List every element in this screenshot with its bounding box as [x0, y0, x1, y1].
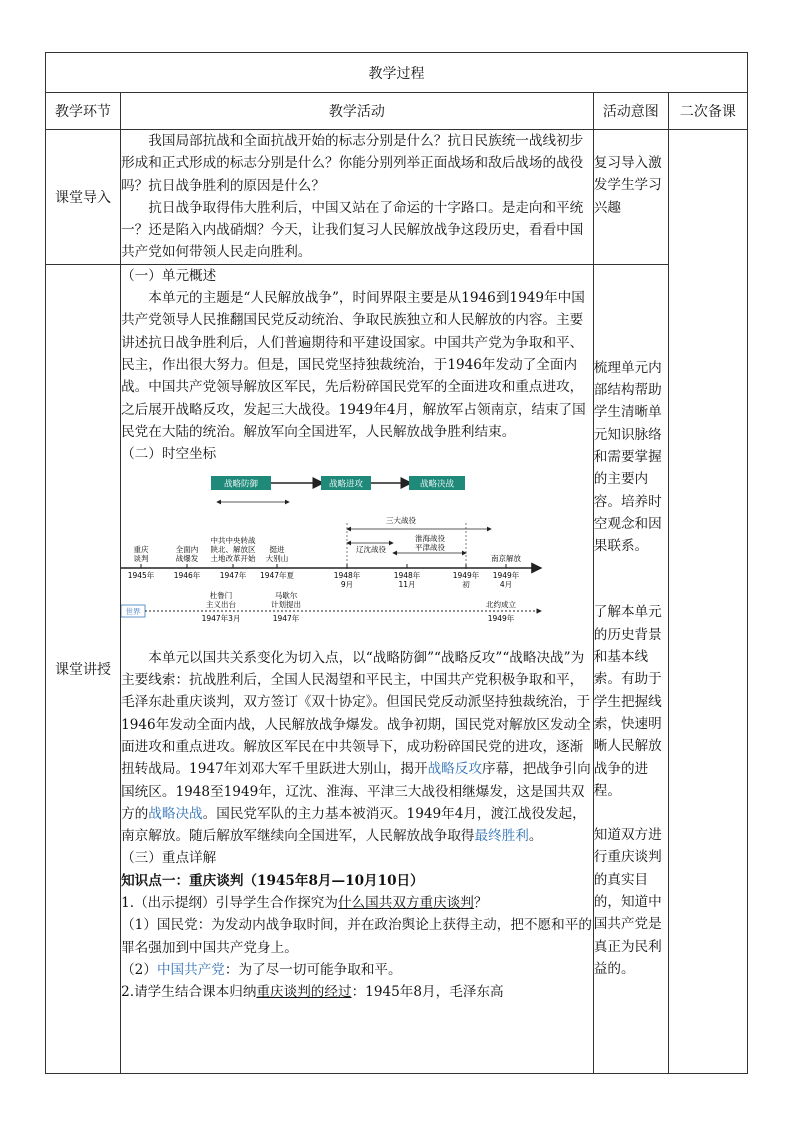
kp1-a2-text: ：为了尽一切可能争取和平。	[224, 961, 402, 978]
section-2-paragraph	[121, 647, 593, 848]
sec2-highlight-2: 战略决战	[148, 805, 203, 822]
intro-activity	[121, 130, 594, 265]
sec2-highlight-3: 最终胜利	[474, 828, 529, 845]
table-title: 教学过程	[46, 53, 748, 93]
section-3-title: （三）重点详解	[121, 850, 217, 867]
sec2-text-d: 。	[528, 828, 543, 845]
second-prep-cell	[668, 130, 747, 1074]
section-1-title: （一）单元概述	[121, 267, 217, 284]
kp1-q2-text: 2.请学生结合课本归纳	[121, 984, 257, 1001]
kp1-q1-end: ？	[473, 895, 488, 912]
timeline-year-label: 1946年	[173, 571, 201, 581]
kp1-a2-highlight: 中国共产党	[156, 961, 225, 978]
intent-2: 了解本单元的历史背景和基本线索。有助于学生把握线索，快速明晰人民解放战争的进程。	[593, 604, 662, 799]
kp1-answer-2	[121, 959, 593, 981]
timeline-year-label: 1947年	[219, 571, 247, 581]
intro-para-2: 抗日战争取得伟大胜利后，中国又站在了命运的十字路口。是走向和平统一？还是陷入内战硝烟？今天，让我们复习人民解放战争这段历史，看看中国共产党如何带领人民走向胜利。	[121, 199, 584, 261]
sec2-highlight-1: 战略反攻	[427, 761, 482, 778]
world-event-date: 1947年	[272, 614, 300, 624]
kp1-a2-prefix: （2）	[121, 961, 157, 978]
stage-lecture: 课堂讲授	[46, 264, 121, 1073]
timeline-year-label: 1949年 4月	[492, 571, 520, 590]
kp1-q1-text: 1.（出示提纲）引导学生合作探究为	[121, 895, 338, 912]
liaoshen-label: 辽沈战役	[356, 545, 387, 555]
world-event-label: 马歇尔计划提出	[271, 591, 302, 610]
timeline-event-label: 南京解放	[491, 554, 522, 564]
lecture-intent	[593, 264, 668, 1073]
phase-label-offense: 战略进攻	[329, 479, 364, 490]
knowledge-point-1-title: 知识点一：重庆谈判（1945年8月—10月10日）	[121, 872, 424, 889]
kp1-q1-underline: 什么国共双方重庆谈判	[337, 895, 474, 912]
intent-3: 知道双方进行重庆谈判的真实目的，知道中国共产党是真正为民利益的。	[593, 827, 662, 977]
kp1-q2-end: ：1945年8月，毛泽东高	[351, 984, 504, 1001]
timeline-event-label: 中共中央转战陕北、解放区土地改革开始	[210, 536, 256, 564]
header-second-prep: 二次备课	[668, 93, 747, 130]
sec2-text-c: 。国民党军队的主力基本被消灭。1949年4月，渡江战役发起，南京解放。随后解放军继续向全国进军，人民解放战争取得	[121, 805, 586, 845]
timeline-event-label: 挺进大别山	[265, 545, 289, 564]
timeline-chart	[121, 471, 561, 635]
huaihai-pingjin-text: 淮海战役平津战役	[415, 534, 446, 553]
timeline-event-label: 全面内战爆发	[175, 545, 199, 564]
teaching-process-table	[45, 52, 748, 1074]
three-campaigns-label: 三大战役	[386, 516, 417, 526]
section-1-text: 本单元的主题是“人民解放战争”，时间界限主要是从1946到1949年中国共产党领导人民推翻国民党反动统治、争取民族独立和人民解放的内容。主要讲述抗日战争胜利后，人们普遍期待和平建设国家。中国共产党为争取和平、民主，作出很大努力。但是，国民党坚持独裁统治，于1946年发动了全面内战。中国共产党领导解放区军民，先后粉碎国民党军的全面进攻和重点进攻，之后展开战略反攻，发起三大战役。1949年4月，解放军占领南京，结束了国民党在大陆的统治。解放军向全国进军，人民解放战争胜利结束。	[121, 290, 586, 440]
phase-label-defense: 战略防御	[224, 479, 259, 490]
kp1-question-2	[121, 981, 593, 1003]
world-event-date: 1947年3月	[201, 614, 241, 624]
kp1-answer-1: （1）国民党：为发动内战争取时间，并在政治舆论上获得主动，把不愿和平的罪名强加到中国共产党身上。	[121, 917, 592, 956]
timeline-event-label: 重庆谈判	[133, 545, 149, 564]
section-2-title: （二）时空坐标	[121, 446, 217, 463]
intro-intent: 复习导入激发学生学习兴趣	[593, 130, 668, 265]
kp1-question-1	[121, 892, 593, 914]
world-events	[202, 590, 517, 623]
sec2-text-a: 本单元以国共关系变化为切入点，以“战略防御”“战略反攻”“战略决战”为主要线索：抗战胜利后，全国人民渴望和平民主，中国共产党积极争取和平，毛泽东赴重庆谈判，双方签订《双十协定》。但国民党反动派坚持独裁统治，于1946年发动全面内战，人民解放战争爆发。战争初期，国民党对解放区发动全面进攻和重点进攻。解放区军民在中共领导下，成功粉碎国民党的进攻，逐渐扭转战局。1947年刘邓大军千里跃进大别山，揭开	[121, 649, 591, 778]
intro-para-1: 我国局部抗战和全面抗战开始的标志分别是什么？抗日民族统一战线初步形成和正式形成的标志分别是什么？你能分别列举正面战场和敌后战场的战役吗？抗日战争胜利的原因是什么？	[121, 133, 584, 194]
stage-intro: 课堂导入	[46, 130, 121, 265]
intent-1: 梳理单元内部结构帮助学生清晰单元知识脉络和需要掌握的主要内容。培养时空观念和因果联系。	[593, 359, 662, 555]
header-intent: 活动意图	[593, 93, 668, 130]
world-label: 世界	[125, 607, 141, 617]
timeline-year-label: 1948年 11月	[393, 571, 421, 590]
world-event-date: 1949年	[487, 614, 515, 624]
world-event-label: 北约成立	[486, 600, 517, 610]
lesson-plan-page	[45, 52, 748, 1067]
header-activity: 教学活动	[121, 93, 594, 130]
header-stage: 教学环节	[46, 93, 121, 130]
sec2-text-b: 序幕，把战争引向国统区。1948至1949年，辽沈、淮海、平津三大战役相继爆发，这是国共双方的	[121, 761, 591, 822]
huaihai-pingjin-label	[415, 533, 445, 552]
timeline-events	[128, 535, 522, 589]
kp1-q2-underline: 重庆谈判的经过	[256, 984, 352, 1001]
phase-label-decisive: 战略决战	[420, 479, 455, 490]
timeline-year-label: 1945年	[127, 571, 155, 581]
lecture-activity	[121, 264, 594, 1073]
timeline-year-label: 1947年夏	[260, 571, 295, 581]
timeline-year-label: 1949年初	[452, 571, 480, 590]
timeline-year-label: 1948年 9月	[333, 571, 361, 590]
world-event-label: 杜鲁门主义出台	[206, 591, 237, 610]
